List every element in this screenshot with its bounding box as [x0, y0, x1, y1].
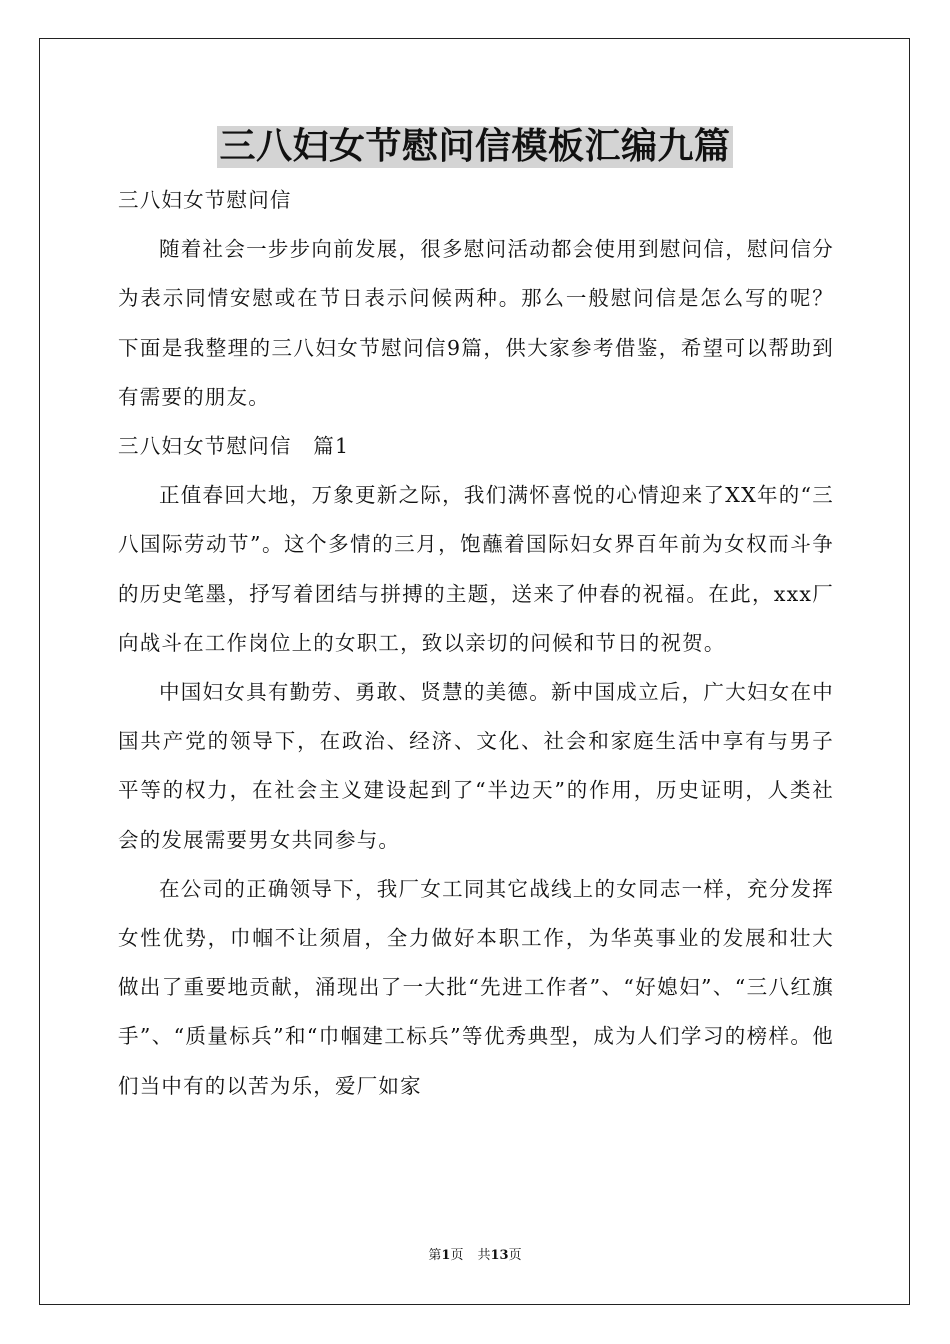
section-heading: 三八妇女节慰问信 — [118, 188, 292, 212]
total-suffix: 页 — [508, 1248, 522, 1263]
body-paragraph: 中国妇女具有勤劳、勇敢、贤慧的美德。新中国成立后，广大妇女在中国共产党的领导下，在政治、经济、文化、社会和家庭生活中享有与男子平等的权力，在社会主义建设起到了“半边天”的作用，历史证明，人类社会的发展需要男女共同参与。 — [118, 680, 834, 852]
page-prefix: 第 — [428, 1248, 442, 1263]
page-total: 13 — [490, 1248, 509, 1263]
document-body — [118, 176, 834, 1111]
title-container — [0, 126, 950, 168]
page-suffix: 页 — [450, 1248, 464, 1263]
page-footer — [0, 1247, 950, 1265]
document-title: 三八妇女节慰问信模板汇编九篇 — [219, 126, 731, 167]
body-paragraph: 在公司的正确领导下，我厂女工同其它战线上的女同志一样，充分发挥女性优势，巾帼不让须眉，全力做好本职工作，为华英事业的发展和壮大做出了重要地贡献，涌现出了一大批“先进工作者”、“好媳妇”、“三八红旗手”、“质量标兵”和“巾帼建工标兵”等优秀典型，成为人们学习的榜样。他们当中有的以苦为乐，爱厂如家 — [118, 876, 834, 1098]
page-current: 1 — [441, 1248, 451, 1263]
section-heading: 三八妇女节慰问信 篇1 — [118, 434, 350, 459]
body-paragraph: 随着社会一步步向前发展，很多慰问活动都会使用到慰问信，慰问信分为表示同情安慰或在节日表示问候两种。那么一般慰问信是怎么写的呢？下面是我整理的三八妇女节慰问信9篇，供大家参考借鉴，希望可以帮助到有需要的朋友。 — [118, 237, 834, 409]
body-paragraph: 正值春回大地，万象更新之际，我们满怀喜悦的心情迎来了XX年的“三八国际劳动节”。这个多情的三月，饱蘸着国际妇女界百年前为女权而斗争的历史笔墨，抒写着团结与拼搏的主题，送来了仲春的祝福。在此，xxx厂向战斗在工作岗位上的女职工，致以亲切的问候和节日的祝贺。 — [118, 483, 834, 655]
total-prefix: 共 — [477, 1248, 491, 1263]
